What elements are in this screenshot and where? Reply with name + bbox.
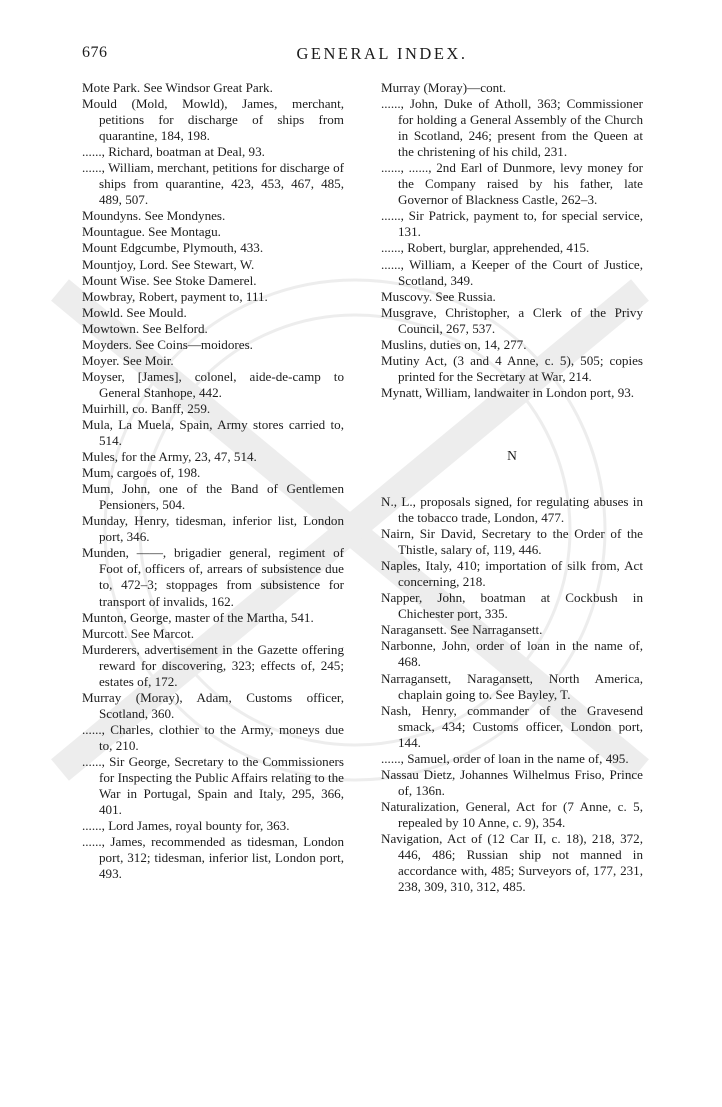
index-entry: Napper, John, boatman at Cockbush in Chichester port, 335. — [381, 590, 643, 622]
index-entry: Munton, George, master of the Martha, 541. — [82, 609, 314, 625]
index-entry: ......, William, a Keeper of the Court of Justice, Scotland, 349. — [381, 256, 643, 288]
page-header — [82, 44, 642, 68]
index-entry: ......, John, Duke of Atholl, 363; Commissioner for holding a General Assembly of the Church in Scotland, 246; present from the Queen at the christening of his child, 231. — [381, 96, 643, 160]
index-entry: Moundyns. See Mondynes. — [82, 208, 226, 224]
index-entry: Mula, La Muela, Spain, Army stores carried to, 514. — [82, 416, 344, 449]
index-entry: Naragansett. See Narragansett. — [381, 622, 543, 638]
index-entry: ......, Richard, boatman at Deal, 93. — [82, 144, 265, 160]
index-entry: ......, William, merchant, petitions for discharge of ships from quarantine, 423, 453, 467, 485, 489, 507. — [82, 160, 344, 208]
left-column — [82, 80, 344, 882]
section-letter: N — [507, 447, 517, 463]
index-entry: Muirhill, co. Banff, 259. — [82, 400, 211, 416]
index-entry: Mum, John, one of the Band of Gentlemen Pensioners, 504. — [82, 481, 344, 513]
index-entry: Moyer. See Moir. — [82, 352, 174, 368]
index-entry: Nairn, Sir David, Secretary to the Order of the Thistle, salary of, 119, 446. — [381, 526, 643, 558]
index-entry: Munday, Henry, tidesman, inferior list, London port, 346. — [82, 513, 344, 545]
index-entry: Muscovy. See Russia. — [381, 288, 496, 304]
index-entry: Mowtown. See Belford. — [82, 320, 208, 336]
index-entry: Mowbray, Robert, payment to, 111. — [82, 288, 268, 304]
index-entry: ......, Lord James, royal bounty for, 363. — [82, 818, 290, 834]
index-entry: Murderers, advertisement in the Gazette offering reward for discovering, 323; effects of, 245; estates of, 172. — [82, 641, 344, 689]
index-entry: ......, Sir George, Secretary to the Commissioners for Inspecting the Public Affairs relating to the War in Portugal, Spain and Italy, 295, 366, 401. — [82, 753, 344, 818]
index-entry: Mutiny Act, (3 and 4 Anne, c. 5), 505; copies printed for the Secretary at War, 214. — [381, 352, 643, 384]
index-entry: Mount Edgcumbe, Plymouth, 433. — [82, 240, 264, 256]
index-entry: Moyser, [James], colonel, aide-de-camp to General Stanhope, 442. — [82, 368, 344, 400]
index-entry: Mote Park. See Windsor Great Park. — [82, 80, 273, 95]
right-column — [381, 80, 643, 895]
continuation-head: Murray (Moray)—cont. — [381, 80, 507, 95]
index-entry: Narragansett, Naragansett, North America, chaplain going to. See Bayley, T. — [381, 670, 643, 702]
index-entry: Mynatt, William, landwaiter in London port, 93. — [381, 384, 635, 400]
index-entry: Naturalization, General, Act for (7 Anne, c. 5, repealed by 10 Anne, c. 9), 354. — [381, 798, 643, 830]
index-entry: ......, Sir Patrick, payment to, for special service, 131. — [381, 208, 643, 240]
index-entry: N., L., proposals signed, for regulating abuses in the tobacco trade, London, 477. — [381, 493, 643, 526]
index-entry: Nassau Dietz, Johannes Wilhelmus Friso, Prince of, 136n. — [381, 766, 643, 798]
index-entry: ......, Charles, clothier to the Army, moneys due to, 210. — [82, 721, 344, 753]
index-entry: Munden, ——, brigadier general, regiment of Foot of, officers of, arrears of subsistence due to, 472–3; stoppages from subsistence for transport of invalids, 162. — [82, 545, 344, 609]
index-entry: Mount Wise. See Stoke Damerel. — [82, 272, 257, 288]
index-entry: Muslins, duties on, 14, 277. — [381, 336, 527, 352]
running-head: GENERAL INDEX. — [296, 44, 468, 63]
index-entry: Musgrave, Christopher, a Clerk of the Privy Council, 267, 537. — [381, 304, 643, 336]
index-entry: Navigation, Act of (12 Car II, c. 18), 218, 372, 446, 486; Russian ship not manned in accordance with, 485; Surveyors of, 177, 231, 238, 309, 310, 312, 485. — [381, 830, 643, 895]
index-entry: ......, James, recommended as tidesman, London port, 312; tidesman, inferior list, London port, 493. — [82, 834, 344, 882]
index-entry: Naples, Italy, 410; importation of silk from, Act concerning, 218. — [381, 558, 643, 590]
index-entry: Mountague. See Montagu. — [82, 224, 221, 240]
index-entry: Mould (Mold, Mowld), James, merchant, petitions for discharge of ships from quarantine, 184, 198. — [82, 96, 344, 144]
index-entry: Moyders. See Coins—moidores. — [82, 336, 253, 352]
index-entry: ......, Robert, burglar, apprehended, 415. — [381, 240, 590, 256]
index-entry: ......, Samuel, order of loan in the name of, 495. — [381, 750, 629, 766]
page-number: 676 — [82, 44, 108, 61]
index-entry: ......, ......, 2nd Earl of Dunmore, levy money for the Company raised by his father, late Governor of Blackness Castle, 262–3. — [381, 160, 643, 208]
index-entry: Narbonne, John, order of loan in the name of, 468. — [381, 638, 643, 670]
index-entry: Mowld. See Mould. — [82, 304, 187, 320]
index-entry: Mountjoy, Lord. See Stewart, W. — [82, 256, 255, 272]
index-entry: Nash, Henry, commander of the Gravesend smack, 434; Customs officer, London port, 144. — [381, 702, 643, 750]
index-entry: Murray (Moray), Adam, Customs officer, Scotland, 360. — [82, 689, 344, 721]
index-entry: Mum, cargoes of, 198. — [82, 465, 201, 481]
index-entry: Murcott. See Marcot. — [82, 625, 194, 641]
index-entry: Mules, for the Army, 23, 47, 514. — [82, 449, 257, 465]
